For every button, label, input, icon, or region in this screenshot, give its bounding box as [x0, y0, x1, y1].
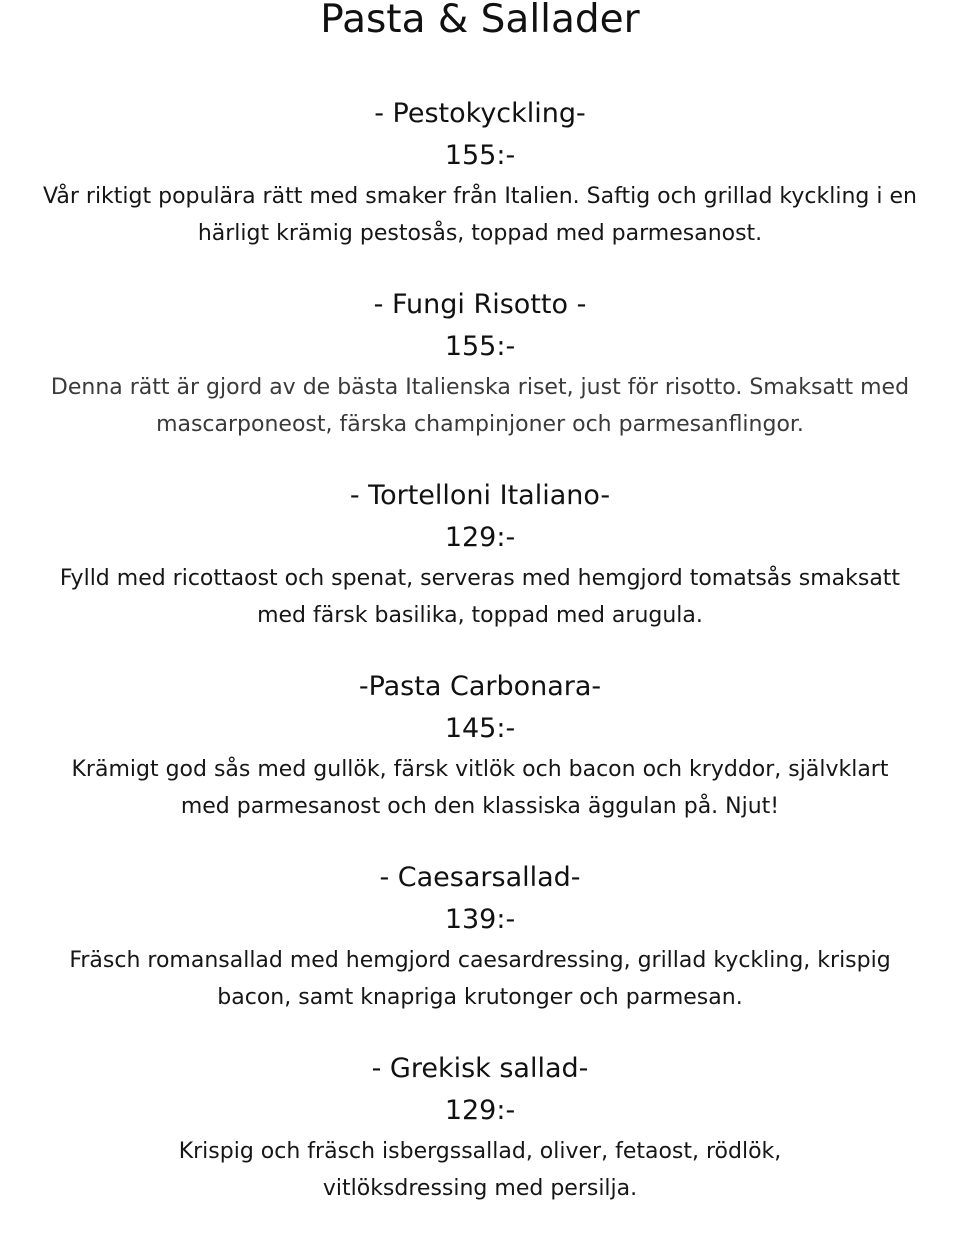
- menu-item-tortelloni-italiano: [0, 476, 960, 634]
- menu-item-name: - Fungi Risotto -: [373, 289, 587, 320]
- menu-item-description: [0, 751, 960, 825]
- menu-item-description: [0, 1133, 960, 1207]
- description-line: med parmesanost och den klassiska äggulan på. Njut!: [180, 794, 780, 819]
- menu-item-description: [0, 560, 960, 634]
- menu-item-price: 129:-: [444, 1095, 516, 1126]
- menu-item-price: 155:-: [444, 140, 516, 171]
- menu-item-name: - Pestokyckling-: [374, 98, 586, 129]
- menu-item-description: [0, 942, 960, 1016]
- menu-item-price: 145:-: [444, 713, 516, 744]
- menu-list: [0, 94, 960, 1207]
- description-line: med färsk basilika, toppad med arugula.: [257, 603, 703, 628]
- menu-item-price: 129:-: [444, 522, 516, 553]
- description-line: Denna rätt är gjord av de bästa Italienska riset, just för risotto. Smaksatt med: [50, 375, 910, 400]
- menu-item-price: 139:-: [444, 904, 516, 935]
- description-line: Fräsch romansallad med hemgjord caesardressing, grillad kyckling, krispig: [69, 948, 891, 973]
- menu-item-name: - Caesarsallad-: [379, 862, 581, 893]
- menu-item-description: [0, 178, 960, 252]
- menu-item-price: 155:-: [444, 331, 516, 362]
- description-line: vitlöksdressing med persilja.: [322, 1176, 638, 1201]
- description-line: mascarponeost, färska champinjoner och parmesanflingor.: [156, 412, 804, 437]
- menu-item-description: [0, 369, 960, 443]
- menu-item-name: - Tortelloni Italiano-: [349, 480, 611, 511]
- menu-item-fungi-risotto: [0, 285, 960, 443]
- menu-item-grekisk-sallad: [0, 1049, 960, 1207]
- menu-item-name: -Pasta Carbonara-: [358, 671, 602, 702]
- description-line: bacon, samt knapriga krutonger och parmesan.: [217, 985, 743, 1010]
- description-line: Krispig och fräsch isbergssallad, oliver, fetaost, rödlök,: [178, 1139, 782, 1164]
- description-line: Vår riktigt populära rätt med smaker från Italien. Saftig och grillad kyckling i en: [43, 184, 917, 209]
- description-line: härligt krämig pestosås, toppad med parmesanost.: [197, 221, 763, 246]
- description-line: Krämigt god sås med gullök, färsk vitlök och bacon och kryddor, självklart: [71, 757, 889, 782]
- menu-item-pestokyckling: [0, 94, 960, 252]
- menu-item-pasta-carbonara: [0, 667, 960, 825]
- description-line: Fylld med ricottaost och spenat, serveras med hemgjord tomatsås smaksatt: [59, 566, 901, 591]
- page-title: Pasta & Sallader: [320, 0, 640, 42]
- menu-item-caesarsallad: [0, 858, 960, 1016]
- menu-item-name: - Grekisk sallad-: [371, 1053, 589, 1084]
